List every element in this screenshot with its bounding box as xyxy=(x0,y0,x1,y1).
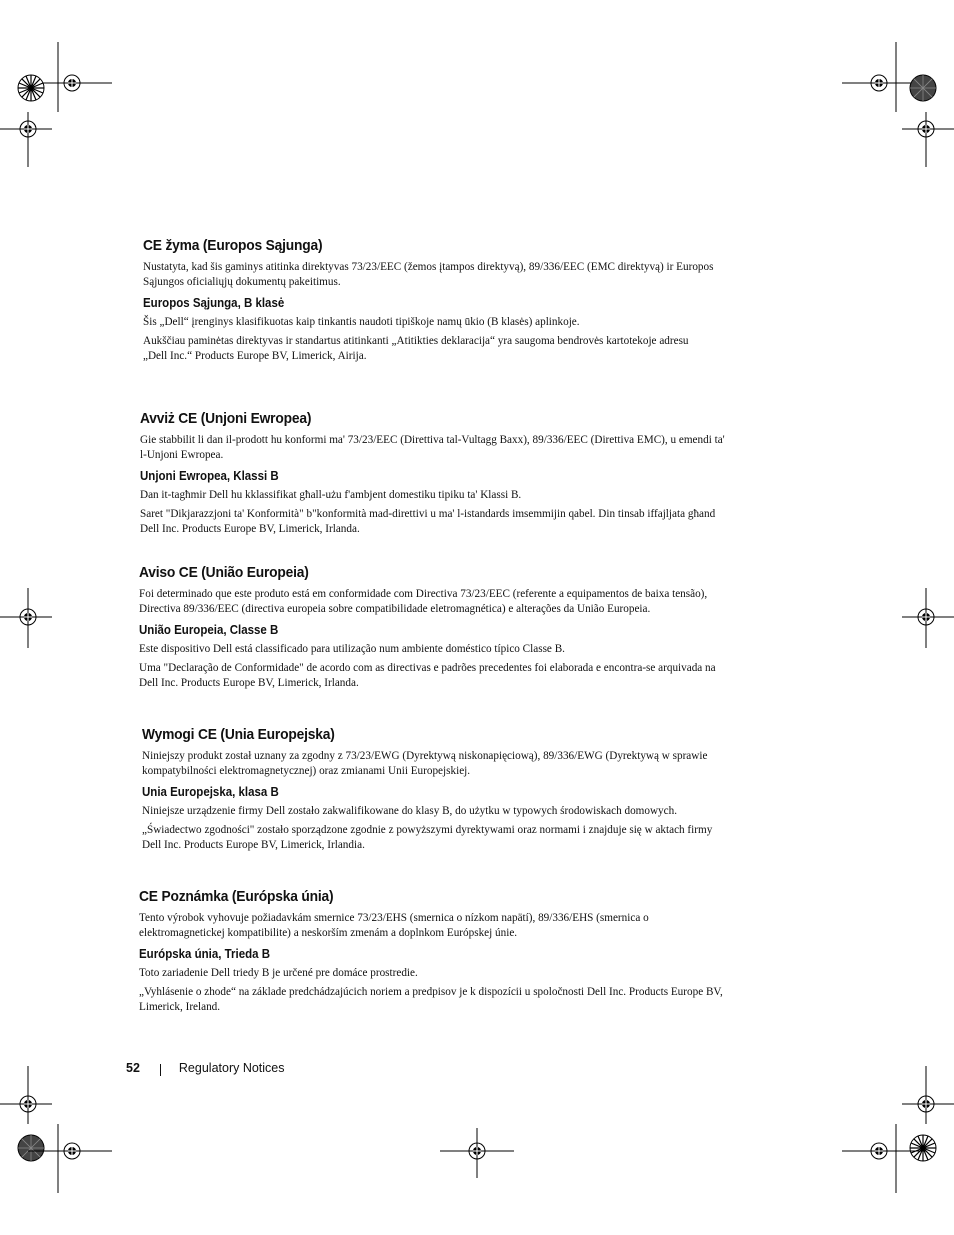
section-maltese xyxy=(140,409,725,537)
section-polish xyxy=(142,725,712,853)
paragraph-line: Aukščiau paminėtas direktyvas ir standartus atitinkanti „Atitikties deklaracija“ yra saugoma bendrovės kartotekoje adresu xyxy=(143,335,689,347)
section-subheading: Unjoni Ewropea, Klassi B xyxy=(140,469,279,483)
paragraph-line: Niniejsze urządzenie firmy Dell zostało zakwalifikowane do klasy B, do użytku w typowych środowiskach domowych. xyxy=(142,805,677,817)
paragraph-line: Directiva 89/336/EEC (directiva europeia sobre compatibilidade eletromagnética) e alterações da União Europeia. xyxy=(139,603,651,615)
paragraph-line: elektromagnetickej kompatibilite) a neskorším zmenám a doplnkom Európskej únie. xyxy=(139,927,518,939)
section-subheading: União Europeia, Classe B xyxy=(139,623,279,637)
top-right-crop-marks xyxy=(842,42,954,167)
section-subheading: Unia Europejska, klasa B xyxy=(142,785,279,799)
section-heading: Wymogi CE (Unia Europejska) xyxy=(142,726,335,743)
paragraph-line: Foi determinado que este produto está em conformidade com Directiva 73/23/EEC (referente a equipamentos de baixa tensão), xyxy=(139,588,708,600)
paragraph-line: Sąjungos oficialiųjų dokumentų pakeitimus. xyxy=(143,276,341,288)
section-lithuanian xyxy=(143,236,713,364)
section-heading: Avviż CE (Unjoni Ewropea) xyxy=(140,410,312,427)
paragraph-line: „Vyhlásenie o zhode“ na základe predchádzajúcich noriem a predpisov je k dispozícii u spoločnosti Dell Inc. Products Europe BV, xyxy=(139,986,723,998)
footer-title: Regulatory Notices xyxy=(178,1061,285,1075)
paragraph-line: Este dispositivo Dell está classificado para utilização num ambiente doméstico típico Classe B. xyxy=(139,643,565,655)
paragraph-line: Dell Inc. Products Europe BV, Limerick, Irlandia. xyxy=(142,839,365,851)
section-slovak xyxy=(139,887,723,1015)
bottom-left-crop-marks xyxy=(0,1066,112,1193)
top-left-crop-marks xyxy=(0,42,112,167)
bottom-center-crop-marks xyxy=(440,1128,514,1178)
section-heading: CE žyma (Europos Sąjunga) xyxy=(143,237,323,254)
page-footer xyxy=(126,1061,285,1075)
paragraph-line: kompatybilności elektromagnetycznej) oraz zmianami Unii Europejskiej. xyxy=(142,765,471,777)
section-portuguese xyxy=(139,563,716,691)
paragraph-line: „Dell Inc.“ Products Europe BV, Limerick, Airija. xyxy=(143,350,367,362)
section-heading: Aviso CE (União Europeia) xyxy=(139,564,309,581)
paragraph-line: Nustatyta, kad šis gaminys atitinka direktyvas 73/23/EEC (žemos įtampos direktyvą), 89/336/EEC (EMC direktyvą) ir Europos xyxy=(143,261,714,273)
paragraph-line: Toto zariadenie Dell triedy B je určené pre domáce prostredie. xyxy=(139,967,418,979)
paragraph-line: Dell Inc. Products Europe BV, Limerick, Irlanda. xyxy=(140,523,360,535)
paragraph-line: Tento výrobok vyhovuje požiadavkám smernice 73/23/EHS (smernica o nízkom napätí), 89/336/EHS (smernica o xyxy=(139,912,649,924)
paragraph-line: l-Unjoni Ewropea. xyxy=(140,449,224,461)
paragraph-line: Gie stabbilit li dan il-prodott hu konformi ma' 73/23/EEC (Direttiva tal-Vultagg Baxx), 89/336/EEC (Direttiva EMC), u emendi ta' xyxy=(140,434,725,446)
page-number: 52 xyxy=(126,1061,140,1075)
section-heading: CE Poznámka (Európska únia) xyxy=(139,888,334,905)
paragraph-line: Saret "Dikjarazzjoni ta' Konformità" b"konformità mad-direttivi u ma' l-istandards imsemmijin qabel. Din tinsab iffajljata għand xyxy=(140,508,716,520)
bottom-right-crop-marks xyxy=(842,1066,954,1193)
section-subheading: Európska únia, Trieda B xyxy=(139,947,271,961)
paragraph-line: „Świadectwo zgodności" zostało sporządzone zgodnie z powyższymi dyrektywami oraz normami i znajduje się w aktach firmy xyxy=(142,824,713,836)
section-subheading: Europos Sąjunga, B klasė xyxy=(143,296,285,310)
paragraph-line: Dell Inc. Products Europe BV, Limerick, Irlanda. xyxy=(139,677,359,689)
footer-divider xyxy=(160,1064,161,1076)
paragraph-line: Niniejszy produkt został uznany za zgodny z 73/23/EWG (Dyrektywą niskonapięciową), 89/336/EWG (Dyrektywą w sprawie xyxy=(142,750,708,762)
paragraph-line: Limerick, Ireland. xyxy=(139,1001,221,1013)
paragraph-line: Dan it-tagħmir Dell hu kklassifikat għall-użu f'ambjent domestiku tipiku ta' Klassi B. xyxy=(140,489,522,501)
paragraph-line: Uma "Declaração de Conformidade" de acordo com as directivas e padrões precedentes foi elaborada e encontra-se arquivada na xyxy=(139,662,716,674)
paragraph-line: Šis „Dell“ įrenginys klasifikuotas kaip tinkantis naudoti tipiškoje namų ūkio (B klasės) aplinkoje. xyxy=(143,316,580,328)
